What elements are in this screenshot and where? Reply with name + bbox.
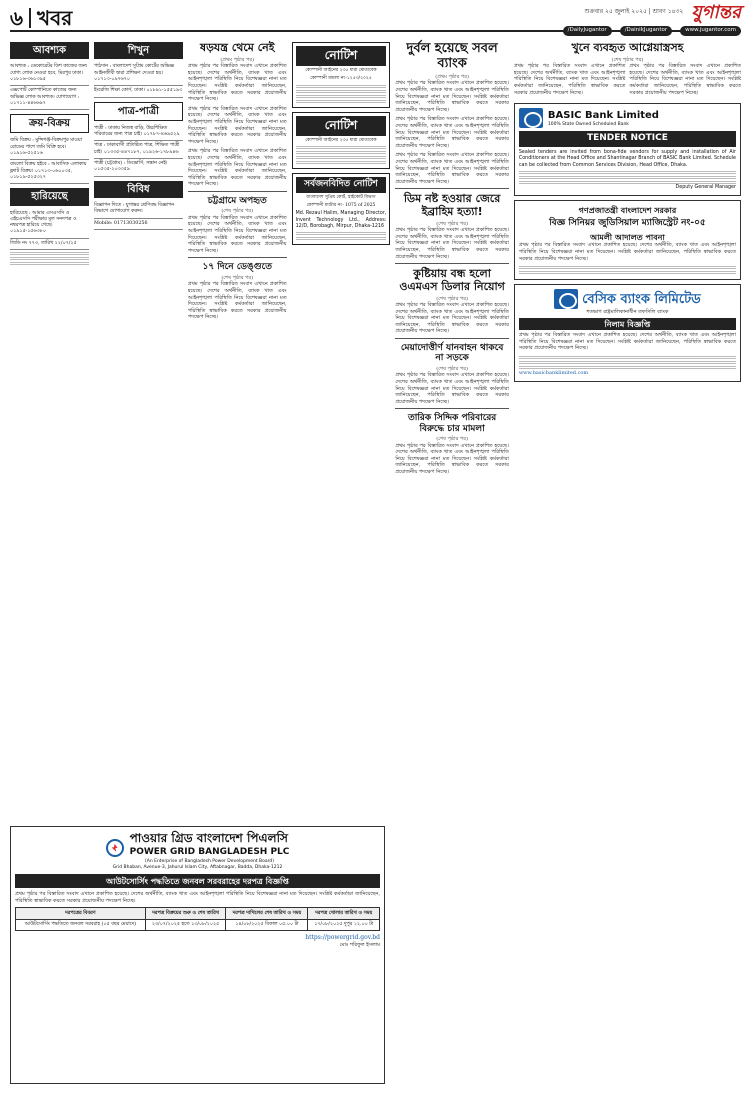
court-title: গণপ্রজাতন্ত্রী বাংলাদেশ সরকার — [578, 205, 677, 216]
table-header: দরপত্র খোলার তারিখ ও সময় — [308, 908, 380, 919]
classified-item: ইংরেজি শিক্ষা কোর্স, ঢাকা। ০১৮৯১-১৫৫১৯৩ — [94, 86, 183, 97]
pgcb-logo-icon — [106, 839, 124, 857]
classified-item: বিজ্ঞাপন দিতে : যুগান্তর শ্রেণিবদ্ধ বিজ্ঞাপন বিভাগে যোগাযোগ করুন। — [94, 201, 183, 219]
classified-matrimony-header: পাত্র-পাত্রী — [94, 102, 183, 121]
article-kicker: (শেষ পৃষ্ঠার পর) — [611, 56, 644, 63]
column-articles-2 — [395, 38, 509, 1088]
notice-sub: কোম্পানী আইনের ২৩৫ ধারা মোতাবেক — [305, 137, 377, 143]
notice-label: নোটিশ — [296, 46, 387, 66]
pgcb-url[interactable]: https://powergrid.gov.bd — [305, 933, 380, 941]
bank-name: BASIC Bank Limited — [547, 109, 659, 121]
table-header-row — [16, 908, 380, 919]
pgcb-body: প্রথম পৃষ্ঠার পর বিস্তারিত সংবাদ এখানে প্রকাশিত হয়েছে। দেশের অর্থনীতি, ব্যাংক খাত এবং আইনশৃঙ্খলা পরিস্থিতি নিয়ে বিশেষজ্ঞরা নানা মত দিয়েছেন। সংশ্লিষ্ট কর্মকর্তারা জানিয়েছেন, পরিস্থিতি স্বাভাবিক করতে সরকার প্রয়োজনীয় পদক্ষেপ নিচ্ছে। — [15, 891, 380, 904]
article-body: প্রথম পৃষ্ঠার পর বিস্তারিত সংবাদ এখানে প্রকাশিত হয়েছে। দেশের অর্থনীতি, ব্যাংক খাত এবং আইনশৃঙ্খলা পরিস্থিতি নিয়ে বিশেষজ্ঞরা নানা মত দিয়েছেন। সংশ্লিষ্ট কর্মকর্তারা জানিয়েছেন, পরিস্থিতি স্বাভাবিক করতে সরকার প্রয়োজনীয় পদক্ষেপ নিচ্ছে। — [187, 105, 287, 145]
article-kicker: (শেষ পৃষ্ঠার পর) — [221, 274, 254, 281]
bank-header — [519, 108, 736, 128]
article-headline[interactable]: ষড়যন্ত্র থেমে নেই — [200, 41, 275, 54]
classified-item: Mobile: 01713030256 — [94, 219, 183, 230]
masthead — [10, 1, 741, 34]
article-headline[interactable]: ১৭ দিনে ডেঙ্গুতে — [202, 262, 272, 273]
twitter-link[interactable]: /DailyJugantor — [563, 26, 612, 35]
public-notice-court: বাংলাদেশ সুপ্রিম কোর্ট, হাইকোর্ট বিভাগ — [306, 195, 376, 201]
bank-url[interactable]: www.basicbanklimited.com — [518, 370, 589, 377]
article-grid — [514, 63, 741, 99]
article-body: প্রথম পৃষ্ঠার পর বিস্তারিত সংবাদ এখানে প্রকাশিত হয়েছে। দেশের অর্থনীতি, ব্যাংক খাত এবং আইনশৃঙ্খলা পরিস্থিতি নিয়ে বিশেষজ্ঞরা নানা মত দিয়েছেন। সংশ্লিষ্ট কর্মকর্তারা জানিয়েছেন, পরিস্থিতি স্বাভাবিক করতে সরকার প্রয়োজনীয় পদক্ষেপ নিচ্ছে। — [395, 302, 509, 335]
issue-date: শুক্রবার ২৫ জুলাই ২০২৫ | শ্রাবণ ১৪৩২ — [584, 8, 684, 16]
bank-bn-title — [519, 289, 736, 309]
tender-text: Sealed tenders are invited from bona-fide vendors for supply and installation of Air Conditioners at the Head Office and Shantinagar Branch of BASIC Bank Limited. Schedule can be collected from Common Services Division, Head Office, Dhaka. — [518, 150, 736, 168]
classified-item: জিডি নং ৭৭৩, তারিখ ২২/০৭/২৫ — [10, 239, 89, 250]
masthead-right — [563, 1, 741, 36]
court-notice — [514, 200, 741, 280]
classified-item: পাত্রী (চট্টগ্রাম) : ডিভোর্সি, সন্তান নেই। ০১৫৩৫-২০৩৩৫৯ — [94, 159, 183, 177]
article-kicker: (শেষ পৃষ্ঠার পর) — [436, 365, 469, 372]
pgcb-sub: (An Enterprise of Bangladesh Power Development Board) — [144, 858, 275, 864]
article-kicker: (শেষ পৃষ্ঠার পর) — [436, 436, 469, 442]
column-right — [514, 38, 741, 1088]
pgcb-address: Grid Bhaban, Avenue-3, Jahurul Islam City, Aftabnagar, Badda, Dhaka-1212 — [112, 864, 283, 870]
pgcb-table — [15, 907, 380, 931]
notice-label: নোটিশ — [296, 116, 387, 136]
article-body: প্রথম পৃষ্ঠার পর বিস্তারিত সংবাদ এখানে প্রকাশিত হয়েছে। দেশের অর্থনীতি, ব্যাংক খাত এবং আইনশৃঙ্খলা পরিস্থিতি নিয়ে বিশেষজ্ঞরা নানা মত দিয়েছেন। সংশ্লিষ্ট কর্মকর্তারা জানিয়েছেন, পরিস্থিতি স্বাভাবিক করতে সরকার প্রয়োজনীয় পদক্ষেপ নিচ্ছে। — [187, 281, 287, 321]
bank-bn-name: বেসিক ব্যাংক লিমিটেড — [582, 291, 701, 307]
article-headline[interactable]: মেয়াদোত্তীর্ণ যানবাহন থাকবে না সড়কে — [400, 343, 504, 364]
auction-body: প্রথম পৃষ্ঠার পর বিস্তারিত সংবাদ এখানে প্রকাশিত হয়েছে। দেশের অর্থনীতি, ব্যাংক খাত এবং আইনশৃঙ্খলা পরিস্থিতি নিয়ে বিশেষজ্ঞরা নানা মত দিয়েছেন। সংশ্লিষ্ট কর্মকর্তারা জানিয়েছেন, পরিস্থিতি স্বাভাবিক করতে সরকার প্রয়োজনীয় পদক্ষেপ নিচ্ছে। — [518, 332, 736, 352]
public-notice-box — [292, 173, 391, 245]
article-headline[interactable]: কুষ্টিয়ায় বন্ধ হলো ওএমএস ডিলার নিয়োগ — [399, 267, 505, 293]
auction-label: নিলাম বিজ্ঞপ্তি — [519, 318, 736, 331]
notice-box — [292, 42, 391, 108]
article-kicker: (শেষ পৃষ্ঠার পর) — [221, 208, 254, 215]
page-number: ৬ — [10, 5, 24, 30]
article-body: প্রথম পৃষ্ঠার পর বিস্তারিত সংবাদ এখানে প্রকাশিত হয়েছে। দেশের অর্থনীতি, ব্যাংক খাত এবং আইনশৃঙ্খলা পরিস্থিতি নিয়ে বিশেষজ্ঞরা নানা মত দিয়েছেন। সংশ্লিষ্ট কর্মকর্তারা জানিয়েছেন, পরিস্থিতি স্বাভাবিক করতে সরকার প্রয়োজনীয় পদক্ষেপ নিচ্ছে। — [187, 214, 287, 254]
masthead-left — [10, 5, 72, 31]
classified-misc-header: বিবিধ — [94, 181, 183, 198]
table-cell: ১৭/০৮/২০২৫ দুপুর ১২.০০ টা — [308, 919, 380, 930]
tender-signer: Deputy General Manager — [675, 185, 736, 191]
article-body: প্রথম পৃষ্ঠার পর বিস্তারিত সংবাদ এখানে প্রকাশিত হয়েছে। দেশের অর্থনীতি, ব্যাংক খাত এবং আইনশৃঙ্খলা পরিস্থিতি নিয়ে বিশেষজ্ঞরা নানা মত দিয়েছেন। সংশ্লিষ্ট কর্মকর্তারা জানিয়েছেন, পরিস্থিতি স্বাভাবিক করতে সরকার প্রয়োজনীয় পদক্ষেপ নিচ্ছে। — [395, 372, 509, 405]
article-headline[interactable]: ডিম নষ্ট হওয়ার জেরে ইব্রাহিম হত্যা! — [403, 192, 501, 219]
classified-buysell-header: ক্রয়-বিক্রয় — [10, 114, 89, 133]
tender-label: TENDER NOTICE — [519, 131, 736, 147]
classified-item: এক্সপোর্ট কোম্পানিতে কাজের জন্য অভিজ্ঞ লোক আবশ্যক। যোগাযোগ : ০১৭১১-৪৪৬৬৯৭ — [10, 86, 89, 110]
article-body: প্রথম পৃষ্ঠার পর বিস্তারিত সংবাদ এখানে প্রকাশিত হয়েছে। দেশের অর্থনীতি, ব্যাংক খাত এবং আইনশৃঙ্খলা পরিস্থিতি নিয়ে বিশেষজ্ঞরা নানা মত দিয়েছেন। সংশ্লিষ্ট কর্মকর্তারা জানিয়েছেন, পরিস্থিতি স্বাভাবিক করতে সরকার প্রয়োজনীয় পদক্ষেপ নিচ্ছে। — [187, 148, 287, 188]
article-body: প্রথম পৃষ্ঠার পর বিস্তারিত সংবাদ এখানে প্রকাশিত হয়েছে। দেশের অর্থনীতি, ব্যাংক খাত এবং আইনশৃঙ্খলা পরিস্থিতি নিয়ে বিশেষজ্ঞরা নানা মত দিয়েছেন। সংশ্লিষ্ট কর্মকর্তারা জানিয়েছেন, পরিস্থিতি স্বাভাবিক করতে সরকার প্রয়োজনীয় পদক্ষেপ নিচ্ছে। — [395, 227, 509, 260]
notice-sub: কোম্পানী আইনের ২৩৫ ধারা মোতাবেক — [305, 67, 377, 73]
facebook-link[interactable]: /DainikJugantor — [620, 26, 672, 35]
table-header: দরপত্র দাখিলের শেষ তারিখ ও সময় — [226, 908, 308, 919]
bank-sub: 100% State Owned Scheduled Bank — [547, 121, 629, 127]
classified-item: পাত্র : ঢাকাবাসী প্রতিষ্ঠিত পাত্র, শিক্ষিত পাত্রী চাই। ০১৩৩৫-৪৪৭১৮৭, ০১৯২৬-১৭৮৯৪৬ — [94, 141, 183, 159]
table-row — [16, 919, 380, 930]
table-cell: ১৪/০৮/২০২৫ বিকাল ০৫.০০ টা — [226, 919, 308, 930]
notice-case: কোম্পানী মামলা নং-১২৫৩/২০২৫ — [310, 75, 372, 81]
article-headline[interactable]: খুনে ব্যবহৃত আগ্নেয়াস্ত্রসহ — [571, 41, 684, 54]
pgcb-title: আউটসোর্সিং পদ্ধতিতে জনবল সরবরাহের দরপত্র বিজ্ঞপ্তি — [15, 874, 380, 889]
newspaper-logo[interactable]: যুগান্তর — [691, 1, 741, 23]
court-sub: বিজ্ঞ সিনিয়র জুডিসিয়াল ম্যাজিস্ট্রেট নং-০৫ — [549, 217, 706, 228]
pgcb-ad — [10, 826, 385, 1084]
article-kicker: (প্রথম পৃষ্ঠার পর) — [220, 56, 255, 63]
article-kicker: (প্রথম পৃষ্ঠার পর) — [435, 73, 470, 80]
classified-item: জমি বিক্রয় : মুন্সিগঞ্জ-বিক্রমপুর মাওয়া রোডের পাশে জমি বিক্রি হবে। ০১৯১৬-৫২৫১৬ — [10, 136, 89, 160]
notice-box — [292, 112, 391, 170]
divider — [29, 8, 31, 28]
classified-item: পাঠদান : বাংলাদেশ সুপ্রিম কোর্টের অভিজ্ঞ আইনজীবী দ্বারা প্রশিক্ষণ দেওয়া হয়। ০১৭১৩-০৯৭৬৭০ — [94, 62, 183, 86]
basic-bank-logo-icon — [554, 289, 578, 309]
court-sub2: আমলী আদালত পাবনা — [590, 231, 665, 242]
article-body: প্রথম পৃষ্ঠার পর বিস্তারিত সংবাদ এখানে প্রকাশিত হয়েছে। দেশের অর্থনীতি, ব্যাংক খাত এবং আইনশৃঙ্খলা পরিস্থিতি নিয়ে বিশেষজ্ঞরা নানা মত দিয়েছেন। সংশ্লিষ্ট কর্মকর্তারা জানিয়েছেন, পরিস্থিতি স্বাভাবিক করতে সরকার প্রয়োজনীয় পদক্ষেপ নিচ্ছে। — [395, 152, 509, 185]
basic-bank-tender — [514, 103, 741, 196]
pgcb-signer: মোঃ শরিফুল ইসলাম — [339, 941, 380, 948]
article-kicker: (শেষ পৃষ্ঠার পর) — [436, 220, 469, 227]
classified-item: বাংলো বিক্রয় হইবে : আবাসিক এলাকায় ফ্ল্যাট বিক্রয়। ০১৭১৩-০৬০০৩৫, ০১৮১৯-৫২৫৩২৭ — [10, 160, 89, 184]
bank-bn-sub: শতভাগ রাষ্ট্রমালিকানাধীন তফসিলি ব্যাংক — [586, 309, 669, 316]
pgcb-logo — [15, 831, 380, 865]
classified-education-header: শিখুন — [94, 42, 183, 59]
section-name: খবর — [37, 5, 73, 30]
public-notice-ref: কোম্পানী ম্যাটার নং- 1075 of 2025 — [306, 203, 376, 209]
basic-bank-logo-icon — [519, 108, 543, 128]
table-cell: আউটসোর্সিং পদ্ধতিতে জনবল সরবরাহ (০৫ বছর মেয়াদে) — [16, 919, 146, 930]
article-headline[interactable]: তারিক সিদ্দিক পরিবারের বিরুদ্ধে চার মামলা — [407, 413, 497, 434]
website-link[interactable]: www.jugantor.com — [680, 26, 741, 35]
classified-item: পাত্রী : ঢাকায় নিজস্ব বাড়ি, উচ্চশিক্ষিত পরিবারের জন্য পাত্র চাই। ০১৭৮৭-৪৬৯৫২৯ — [94, 124, 183, 142]
classified-lost-header: হারিয়েছে — [10, 188, 89, 205]
article-kicker: (শেষ পৃষ্ঠার পর) — [436, 295, 469, 302]
article-body: প্রথম পৃষ্ঠার পর বিস্তারিত সংবাদ এখানে প্রকাশিত হয়েছে। দেশের অর্থনীতি, ব্যাংক খাত এবং আইনশৃঙ্খলা পরিস্থিতি নিয়ে বিশেষজ্ঞরা নানা মত দিয়েছেন। সংশ্লিষ্ট কর্মকর্তারা জানিয়েছেন, পরিস্থিতি স্বাভাবিক করতে সরকার প্রয়োজনীয় পদক্ষেপ নিচ্ছে। — [395, 116, 509, 149]
table-header: দরপত্র বিক্রয়ের শুরু ও শেষ তারিখ — [145, 908, 226, 919]
classified-need-header: আবশ্যক — [10, 42, 89, 59]
table-header: দরপত্রের বিবরণ — [16, 908, 146, 919]
article-body: প্রথম পৃষ্ঠার পর বিস্তারিত সংবাদ এখানে প্রকাশিত হয়েছে। দেশের অর্থনীতি, ব্যাংক খাত এবং আইনশৃঙ্খলা পরিস্থিতি নিয়ে বিশেষজ্ঞরা নানা মত দিয়েছেন। সংশ্লিষ্ট কর্মকর্তারা জানিয়েছেন, পরিস্থিতি স্বাভাবিক করতে সরকার প্রয়োজনীয় পদক্ষেপ নিচ্ছে। — [187, 63, 287, 103]
public-notice-text: Md. Rezaul Halim, Managing Director, Invent Technology Ltd., Address: 12/D, Borobagh, Mirpur, Dhaka-1216 — [295, 211, 387, 229]
article-body: প্রথম পৃষ্ঠার পর বিস্তারিত সংবাদ এখানে প্রকাশিত হয়েছে। দেশের অর্থনীতি, ব্যাংক খাত এবং আইনশৃঙ্খলা পরিস্থিতি নিয়ে বিশেষজ্ঞরা নানা মত দিয়েছেন। সংশ্লিষ্ট কর্মকর্তারা জানিয়েছেন, পরিস্থিতি স্বাভাবিক করতে সরকার প্রয়োজনীয় পদক্ষেপ নিচ্ছে। — [395, 442, 509, 475]
article-headline[interactable]: চট্টগ্রামে অপহৃত — [207, 195, 267, 206]
social-bar — [563, 26, 741, 35]
pgcb-name-en: POWER GRID BANGLADESH PLC — [129, 846, 290, 857]
basic-bank-auction — [514, 284, 741, 382]
classified-item: আবশ্যক : ডেকোরেটর ডিশ কাজের জন্য যোগ্য লোক নেওয়া হবে, মিরপুর ঢাকা। ০১৮১৬-৩৬১৩৯৫ — [10, 62, 89, 86]
article-body: প্রথম পৃষ্ঠার পর বিস্তারিত সংবাদ এখানে প্রকাশিত হয়েছে। দেশের অর্থনীতি, ব্যাংক খাত এবং আইনশৃঙ্খলা পরিস্থিতি নিয়ে বিশেষজ্ঞরা নানা মত দিয়েছেন। সংশ্লিষ্ট কর্মকর্তারা জানিয়েছেন, পরিস্থিতি স্বাভাবিক করতে সরকার প্রয়োজনীয় পদক্ষেপ নিচ্ছে। — [395, 80, 509, 113]
classified-item: হারিয়েছে : আমার এসএসসি ও এইচএসসি পরীক্ষার মূল সনদপত্র ও নম্বরপত্র হারিয়ে গেছে। ০১৯১৫-১৫৬৩৮০ — [10, 209, 89, 239]
article-body: প্রথম পৃষ্ঠার পর বিস্তারিত সংবাদ এখানে প্রকাশিত হয়েছে। দেশের অর্থনীতি, ব্যাংক খাত এবং আইনশৃঙ্খলা পরিস্থিতি নিয়ে বিশেষজ্ঞরা নানা মত দিয়েছেন। সংশ্লিষ্ট কর্মকর্তারা জানিয়েছেন, পরিস্থিতি স্বাভাবিক করতে সরকার প্রয়োজনীয় পদক্ষেপ নিচ্ছে। — [629, 63, 741, 96]
article-body: প্রথম পৃষ্ঠার পর বিস্তারিত সংবাদ এখানে প্রকাশিত হয়েছে। দেশের অর্থনীতি, ব্যাংক খাত এবং আইনশৃঙ্খলা পরিস্থিতি নিয়ে বিশেষজ্ঞরা নানা মত দিয়েছেন। সংশ্লিষ্ট কর্মকর্তারা জানিয়েছেন, পরিস্থিতি স্বাভাবিক করতে সরকার প্রয়োজনীয় পদক্ষেপ নিচ্ছে। — [513, 63, 626, 96]
table-cell: ২৩/০৭/২০২৫ হতে ১৩/০৮/২০২৫ — [145, 919, 226, 930]
article-headline[interactable]: দুর্বল হয়েছে সবল ব্যাংক — [406, 41, 498, 71]
public-notice-label: সর্বজনবিদিত নোটিশ — [296, 177, 387, 193]
court-body: প্রথম পৃষ্ঠার পর বিস্তারিত সংবাদ এখানে প্রকাশিত হয়েছে। দেশের অর্থনীতি, ব্যাংক খাত এবং আইনশৃঙ্খলা পরিস্থিতি নিয়ে বিশেষজ্ঞরা নানা মত দিয়েছেন। সংশ্লিষ্ট কর্মকর্তারা জানিয়েছেন, পরিস্থিতি স্বাভাবিক করতে সরকার প্রয়োজনীয় পদক্ষেপ নিচ্ছে। — [518, 242, 736, 262]
pgcb-name-bn: পাওয়ার গ্রিড বাংলাদেশ পিএলসি — [129, 831, 288, 845]
